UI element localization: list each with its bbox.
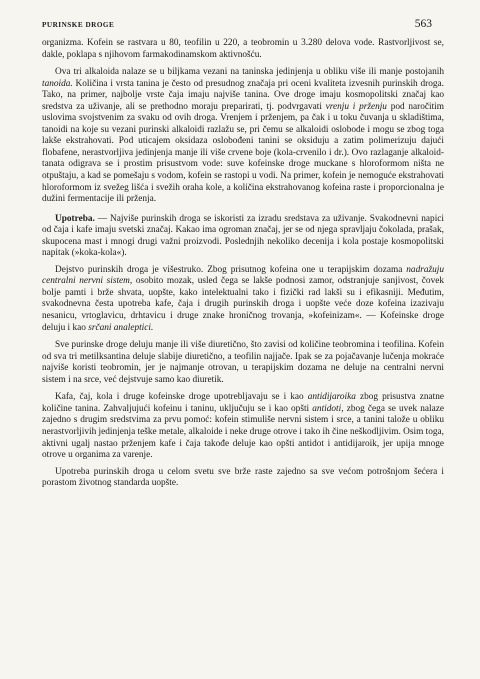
paragraph-4 [42, 265, 444, 334]
paragraph-2-text-b: Količina i vrsta tanina je često od presudnog značaja pri oceni kvaliteta izvesnih purinskih droga. Tako, na primer, najbolje vrste čaja imaju najviše tanina. Ove droge imaju kosmopolitski značaj kao sredstva za uživanje, ali se prethodno moraju preparirati, tj. podvrgavati [42, 78, 444, 112]
paragraph-1: organizma. Kofein se rastvara u 80, teofilin u 220, a teobromin u 3.280 delova vode. Rastvorljivost se, dakle, poklapa s njihovom farmakodinamskom aktivnošću. [42, 38, 444, 60]
paragraph-6-emphasis-antidijaroika: antidijaroika [307, 392, 356, 403]
section-title: Upotreba. [55, 213, 95, 224]
running-head: PURINSKE DROGE [42, 21, 115, 29]
paragraph-6-text-b: zbog prisustva znatne količine tanina. Zahvaljujući kofeinu i taninu, uključuju se i kao opšti [42, 392, 444, 414]
paragraph-2-emphasis-vrenje: vrenju i prženju [325, 101, 387, 112]
paragraph-6-text-a: Kafa, čaj, kola i druge kofeinske droge upotrebljavaju se i kao [55, 392, 308, 403]
paragraph-2-text-c: pod naročitim uslovima svojstvenim za svaku od ovih droga. Vrenjem i prženjem, pa čak i u toku čuvanja u skladištima, tanoidi na koje su vezani purinski alkaloidi razlažu se, pri čemu se alkaloidi oslobode i mogu se zbog toga lakše ekstrahovati. Pod uticajem oksidaza oslobođeni tanini se oksiduju a zatim polimerizuju dajući flobafene, nerastvorljiva jedinjenja manje ili više crvene boje (kola-crvenilo i dr.). Ovo razlaganje alkaloid-tanata odigrava se i prostim prisustvom vode: suve kofeinske droge muckane s hloroformom ništa ne otpuštaju, a kad se pomešaju s vodom, kofein se rastopi u vodi. Na primer, kofein je nemoguće ekstrahovati hloroformom iz svežeg lišća i svežih oraha kole, a količina ekstrahovanog kofeina raste i proporcionalna je dužini fermentacije ili prženja. [42, 101, 444, 205]
page-number: 563 [414, 18, 432, 30]
paragraph-6 [42, 392, 444, 461]
body-text [42, 38, 444, 495]
paragraph-4-text-b: osobito mozak, usled čega se lakše podnosi zamor, odstranjuje sanjivost, čovek bolje pamti i brže shvata, uopšte, kako intelektualni tako i fizički rad lakši su i efikasniji. Međutim, svakodnevna česta upotreba kafe, čaja i drugih purinskih droga i uopšte veće doze kofeina izazivaju nesanicu, vrtoglavicu, drhtavicu i druge znake hroničnog trovanja, »kofeinizam«. — Kofeinske droge deluju i kao [42, 276, 445, 333]
paragraph-6-emphasis-antidoti: antidoti, [312, 403, 344, 414]
paragraph-6-text-c: zbog čega se uvek nalaze zajedno s drugim sredstvima za prvu pomoć: kofein stimuliše nervni sistem i srce, a tanini talože u obliku nerastvorljivih jedinjenja teške metale, alkaloide i neke druge otrove i tako ih čine neškodljivim. Osim toga, aktivni ugalj nastao prženjem kafe i čaja takođe deluje kao opšti antidot i antidijaroik, jer upija mnoge otrove u organima za varenje. [42, 403, 445, 461]
paragraph-4-emphasis-nervni: nadražuju centralni nervni sistem, [42, 264, 444, 287]
section-upotreba-text: — Najviše purinskih droga se iskoristi za izradu sredstava za uživanje. Svakodnevni napici od čaja i kafe imaju svetski značaj. Kakao ima ogroman značaj, jer se od njega spravljaju čokolada, prašak, skupocena mast i mnogi drugi važni proizvodi. Poslednjih nekoliko decenija i kola postaje kosmopolitski napitak (»koka-kola«). [42, 213, 444, 259]
section-upotreba [42, 214, 444, 260]
paragraph-2-text-a: Ova tri alkaloida nalaze se u biljkama vezani na taninska jedinjenja u obliku više ili manje postojanih [55, 67, 444, 78]
paragraph-5: Sve purinske droge deluju manje ili više diuretično, što zavisi od količine teobromina i teofilina. Kofein od sva tri metilksantina deluje slabije diuretično, a teofilin najjače. Ipak se za pojačavanje lučenja mokraće najviše koristi teobromin, jer je najmanje otrovan, u terapijskim dozama ne deluje na centralni nervni sistem i na srce, već dejstvuje samo kao diuretik. [42, 340, 444, 385]
paragraph-4-emphasis-analeptici: srčani analeptici. [88, 322, 154, 333]
paragraph-7: Upotreba purinskih droga u celom svetu sve brže raste zajedno sa sve većom potrošnjom šećera i porastom životnog standarda uopšte. [42, 466, 444, 489]
paragraph-2 [42, 67, 444, 206]
paragraph-4-text-a: Dejstvo purinskih droga je višestruko. Zbog prisutnog kofeina one u terapijskim dozama [55, 264, 407, 275]
paragraph-2-emphasis-tanoida: tanoida. [42, 78, 73, 89]
